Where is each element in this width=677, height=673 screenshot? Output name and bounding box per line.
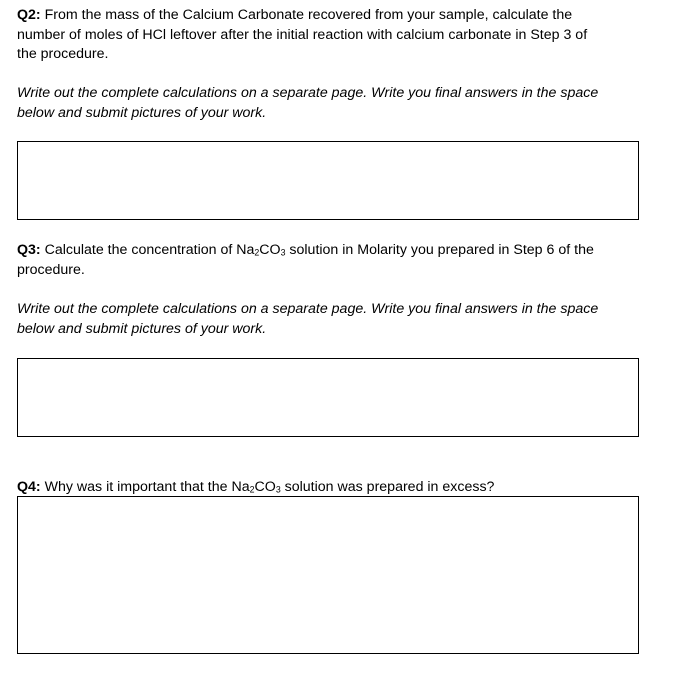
q3-text-post: solution in Molarity you prepared in Step 6 of the (285, 242, 594, 258)
q4-label: Q4: (17, 479, 41, 495)
q4-text-post: solution was prepared in excess? (280, 479, 495, 495)
q4-text-co: CO (254, 479, 276, 495)
q2-question (17, 6, 647, 65)
q2-line-1 (17, 6, 647, 26)
q3-label: Q3: (17, 242, 41, 258)
q2-line-2: number of moles of HCl leftover after the initial reaction with calcium carbonate in Step 3 of (17, 26, 588, 43)
q3-text-co: CO (259, 242, 281, 258)
q3-line-2: procedure. (17, 261, 85, 278)
q4-sub-3: 3 (275, 484, 281, 495)
q3-instr-line-1: Write out the complete calculations on a separate page. Write you final answers in the space (17, 301, 599, 317)
q3-sub-2: 2 (254, 247, 260, 258)
q3-line-1 (17, 241, 647, 261)
q4-text-pre: Why was it important that the Na (40, 479, 250, 495)
q2-line-3: the procedure. (17, 46, 109, 62)
q3-question (17, 241, 647, 280)
q3-answer-box[interactable] (17, 358, 639, 437)
q3-instr-line-2: below and submit pictures of your work. (17, 320, 267, 337)
q3-sub-3: 3 (280, 247, 286, 258)
q2-instr-line-1: Write out the complete calculations on a separate page. Write you final answers in the space (17, 85, 599, 101)
q4-sub-2: 2 (249, 484, 255, 495)
q3-instructions (17, 300, 647, 339)
q2-answer-box[interactable] (17, 141, 639, 220)
q2-text-1: From the mass of the Calcium Carbonate recovered from your sample, calculate the (40, 7, 573, 23)
q2-label: Q2: (17, 7, 41, 23)
q4-answer-box[interactable] (17, 496, 639, 654)
q3-text-pre: Calculate the concentration of Na (40, 242, 255, 258)
q2-instr-line-2: below and submit pictures of your work. (17, 104, 267, 121)
q2-instructions (17, 84, 647, 123)
